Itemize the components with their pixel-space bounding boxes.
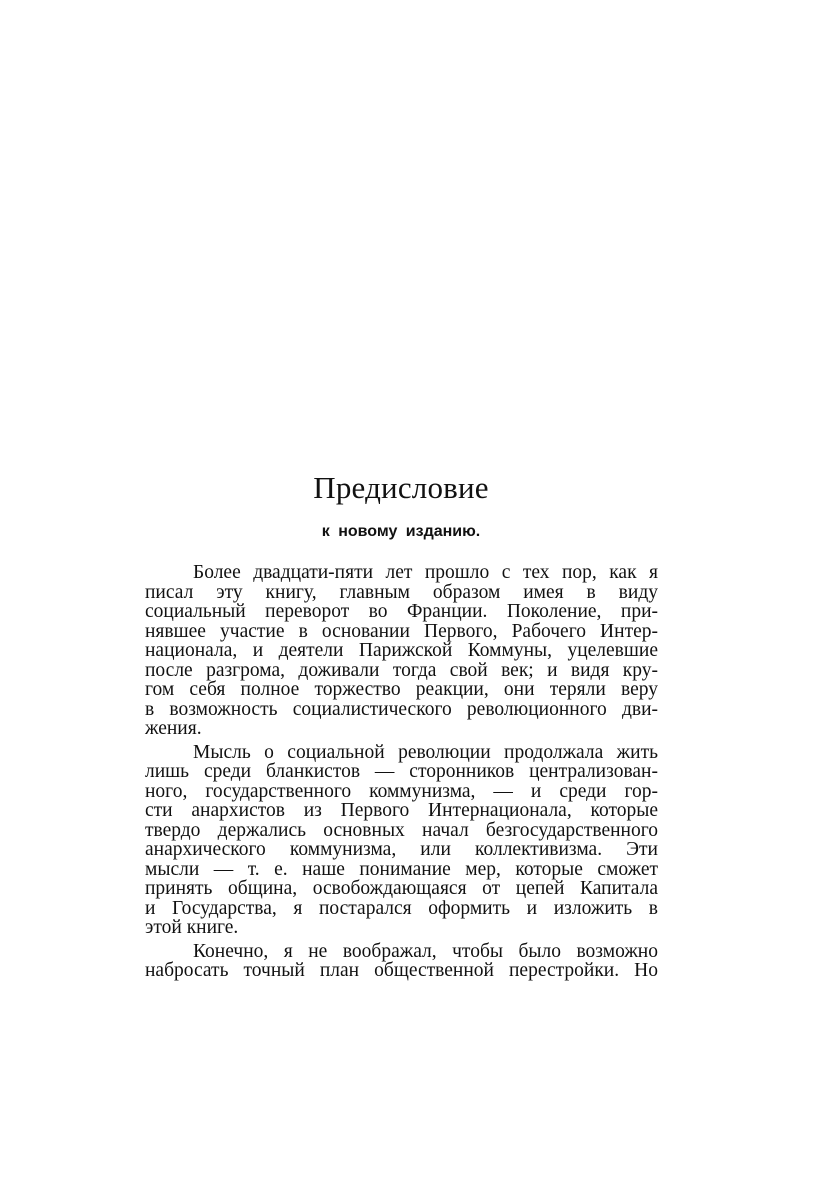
text-line: набросать точный план общественной перестройки. Но xyxy=(145,960,658,981)
text-line: писал эту книгу, главным образом имея в виду xyxy=(145,581,658,603)
page-subtitle: к новому изданию. xyxy=(321,523,481,540)
text-line: жения. xyxy=(145,718,202,739)
text-line: принять община, освобождающаяся от цепей Капитала xyxy=(145,878,658,899)
text-line: социальный переворот во Франции. Поколение, при- xyxy=(145,601,658,622)
text-line: Более двадцати-пяти лет прошло с тех пор, как я xyxy=(193,562,658,583)
text-line: в возможность социалистического революционного дви- xyxy=(145,698,658,720)
text-line: национала, и деятели Парижской Коммуны, уцелевшие xyxy=(145,640,658,661)
text-line: лишь среди бланкистов — сторонников централизован- xyxy=(145,761,658,782)
text-line: и Государства, я постарался оформить и изложить в xyxy=(145,897,658,919)
text-line: Мысль о социальной революции продолжала жить xyxy=(193,741,658,763)
text-line: нявшее участие в основании Первого, Рабочего Интер- xyxy=(145,620,658,642)
text-line: твердо держались основных начал безгосударственного xyxy=(145,819,658,841)
page-title: Предисловие xyxy=(313,470,489,505)
paragraph-1 xyxy=(145,563,658,739)
text-line: этой книге. xyxy=(145,917,239,938)
text-line: гом себя полное торжество реакции, они теряли веру xyxy=(145,679,658,700)
text-line: после разгрома, доживали тогда свой век; и видя кру- xyxy=(145,659,658,681)
text-line: сти анархистов из Первого Интернационала, которые xyxy=(145,800,658,821)
body-text xyxy=(145,563,658,985)
paragraph-3 xyxy=(145,942,658,981)
text-line: ного, государственного коммунизма, — и среди гор- xyxy=(145,780,658,802)
text-line: Конечно, я не воображал, чтобы было возможно xyxy=(193,940,658,962)
paragraph-2 xyxy=(145,743,658,938)
text-line: мысли — т. е. наше понимание мер, которые сможет xyxy=(145,858,658,880)
text-line: анархического коммунизма, или коллективизма. Эти xyxy=(145,839,658,860)
